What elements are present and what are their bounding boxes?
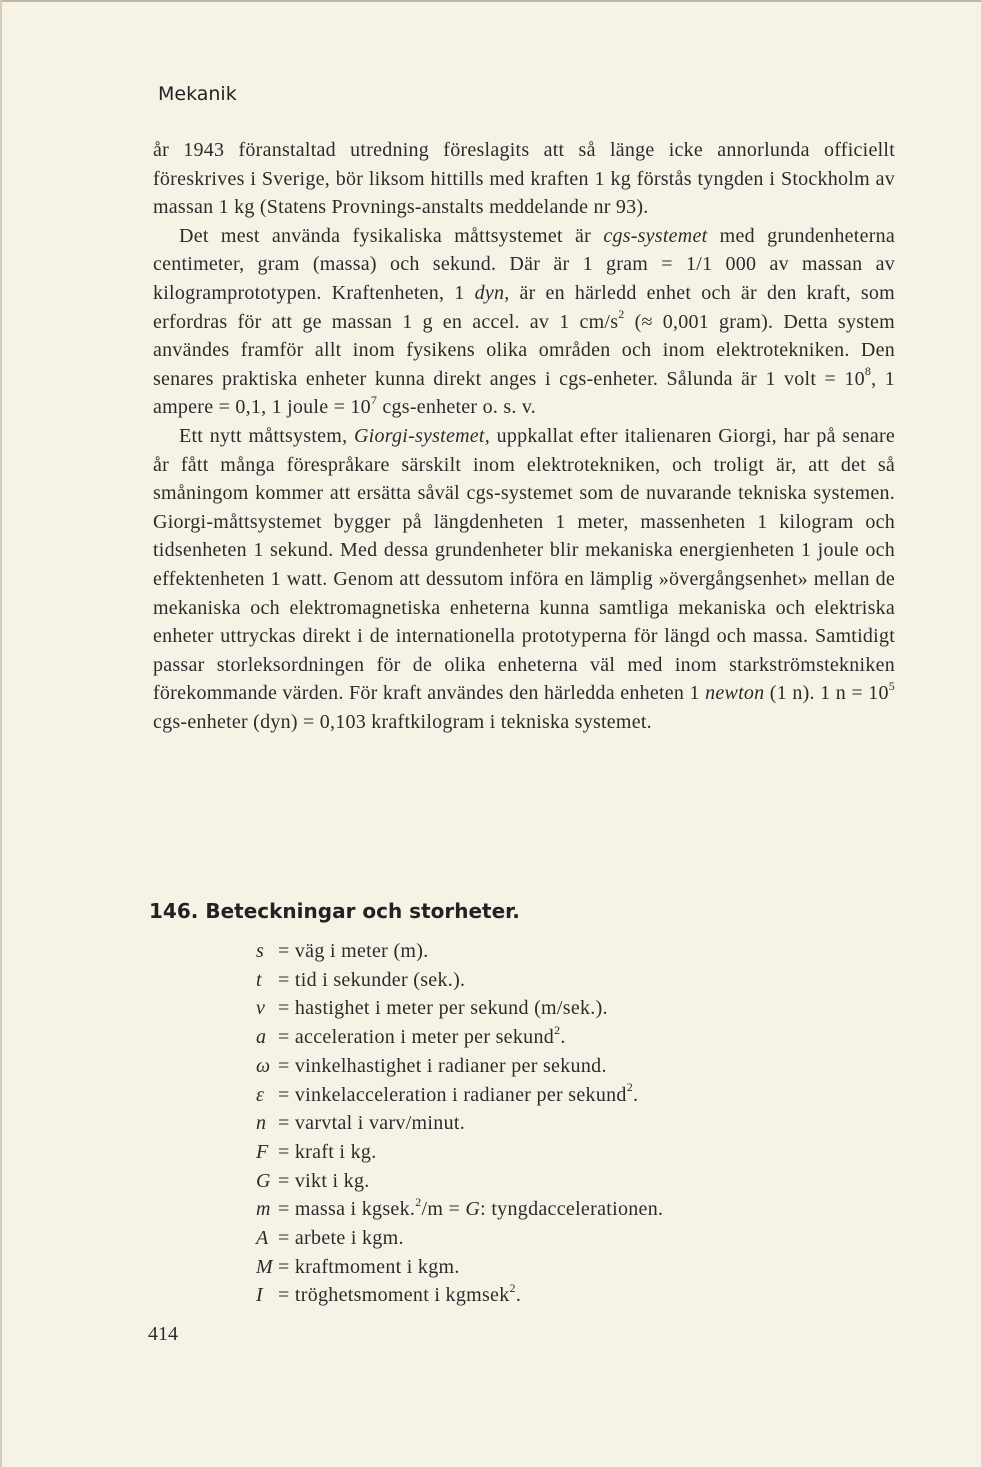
superscript: 2	[415, 1194, 422, 1209]
superscript: 2	[509, 1280, 516, 1295]
superscript: 2	[618, 307, 625, 322]
definition-row	[256, 1253, 663, 1282]
body-text	[153, 136, 895, 736]
definition-symbol: F	[256, 1140, 269, 1163]
definitions-list	[256, 937, 663, 1310]
italic-term: dyn,	[474, 281, 510, 304]
superscript: 7	[370, 392, 378, 407]
page-number: 414	[148, 1323, 178, 1345]
superscript: 8	[864, 364, 872, 379]
running-head: Mekanik	[158, 83, 237, 105]
superscript: 2	[626, 1080, 634, 1095]
definition-text: = vinkelacceleration i radianer per sekund$^2$.	[278, 1080, 639, 1106]
superscript: 2	[554, 1022, 561, 1037]
definition-symbol: n	[256, 1112, 267, 1135]
definition-text: = acceleration i meter per sekund$^2$.	[278, 1022, 566, 1049]
definition-text: = tröghetsmoment i kgmsek$^2$.	[278, 1280, 522, 1307]
definition-row	[256, 994, 663, 1023]
page-left-edge	[0, 0, 2, 1467]
definition-text: = vinkelhastighet i radianer per sekund.	[278, 1054, 607, 1077]
definition-symbol: m	[256, 1198, 271, 1221]
definition-symbol: G	[256, 1169, 271, 1192]
definition-text: = varvtal i varv/minut.	[278, 1112, 466, 1135]
definition-symbol: A	[256, 1227, 269, 1250]
definition-text: = kraftmoment i kgm.	[278, 1255, 460, 1278]
definition-text: = väg i meter (m).	[278, 940, 429, 962]
italic-term: G	[465, 1198, 481, 1221]
section-heading	[149, 899, 520, 923]
definition-text: = vikt i kg.	[278, 1169, 370, 1192]
italic-term: newton	[705, 682, 765, 705]
section-number: 146.	[149, 899, 199, 923]
definition-symbol: a	[256, 1026, 267, 1049]
definition-text: = arbete i kgm.	[278, 1227, 404, 1250]
paragraph-continuation: år 1943 föranstaltad utredning föreslagits att så länge icke annorlunda officiellt föreskrives i Sverige, bör liksom hittills med kraften 1 kg förstås tyngden i Stockholm av massan 1 kg (Statens Provnings-anstalts meddelande nr 93).	[153, 139, 895, 219]
definition-text: = tid i sekunder (sek.).	[278, 968, 466, 991]
definition-row	[256, 1138, 663, 1167]
page-top-edge	[0, 0, 981, 2]
italic-term: cgs-systemet	[603, 224, 708, 247]
definition-text: = kraft i kg.	[278, 1140, 377, 1163]
paragraph-giorgi-system: Ett nytt måttsystem, Giorgi-systemet, uppkallat efter italienaren Giorgi, har på senare år fått många förespråkare särskilt inom elektrotekniken, och troligt är, att det så småningom kommer att ersätta såväl cgs-systemet som de nuvarande tekniska systemen. Giorgi-måttsystemet bygger på längdenheten 1 meter, massenheten 1 kilogram och tidsenheten 1 sekund. Med dessa grundenheter blir mekaniska energienheten 1 joule och effektenheten 1 watt. Genom att dessutom införa en lämplig »övergångsenhet» mellan de mekaniska och elektromagnetiska enheterna kunna samtliga mekaniska och elektriska enheter uttryckas direkt i de internationella prototyperna för längd och massa. Samtidigt passar storleksordningen för de olika enheterna väl med inom starkströmstekniken förekommande värden. För kraft användes den härledda enheten 1 newton (1 n). 1 $n = 10^5$ cgs-enheter (dyn) = 0,103 kraftkilogram i tekniska systemet.	[153, 424, 896, 733]
definition-row	[256, 1167, 663, 1196]
paragraph-cgs-system: Det mest använda fysikaliska måttsystemet är cgs-systemet med grundenheterna centimeter, gram (massa) och sekund. Där är 1 gram = 1/1 000 av massan av kilogramprototypen. Kraftenheten, 1 dyn, är en härledd enhet och är den kraft, som erfordras för att ge massan 1 g en accel. av 1 $cm/s^2$ (≈ 0,001 gram). Detta system användes framför allt inom fysikens olika områden och inom elektrotekniken. Den senares praktiska enheter kunna direkt anges i cgs-enheter. Sålunda är 1 volt = $10^8$, 1 ampere = 0,1, 1 joule = $10^7$ cgs-enheter o. s. v.	[153, 224, 895, 419]
definition-row	[256, 1081, 663, 1110]
definition-symbol: ω	[256, 1054, 271, 1077]
definition-text: = hastighet i meter per sekund (m/sek.).	[278, 997, 608, 1020]
definition-row	[256, 1023, 663, 1052]
definition-row	[256, 1109, 663, 1138]
section-title: Beteckningar och storheter.	[205, 899, 520, 923]
italic-term: Giorgi-systemet,	[353, 424, 490, 447]
superscript: 5	[888, 678, 895, 693]
definition-symbol: s	[256, 940, 265, 962]
definition-row	[256, 1281, 663, 1310]
definition-row	[256, 1052, 663, 1081]
definition-row	[256, 1195, 663, 1224]
definition-row	[256, 1224, 663, 1253]
definition-row	[256, 966, 663, 995]
definition-symbol: I	[256, 1284, 263, 1307]
definition-symbol: ε	[256, 1083, 265, 1106]
definition-symbol: M	[256, 1255, 273, 1278]
definition-symbol: v	[256, 997, 266, 1020]
definition-row	[256, 937, 663, 966]
definition-text: = massa i kgsek.$^2$/m = G: tyngdaccelerationen.	[278, 1194, 664, 1221]
definition-symbol: t	[256, 968, 262, 991]
